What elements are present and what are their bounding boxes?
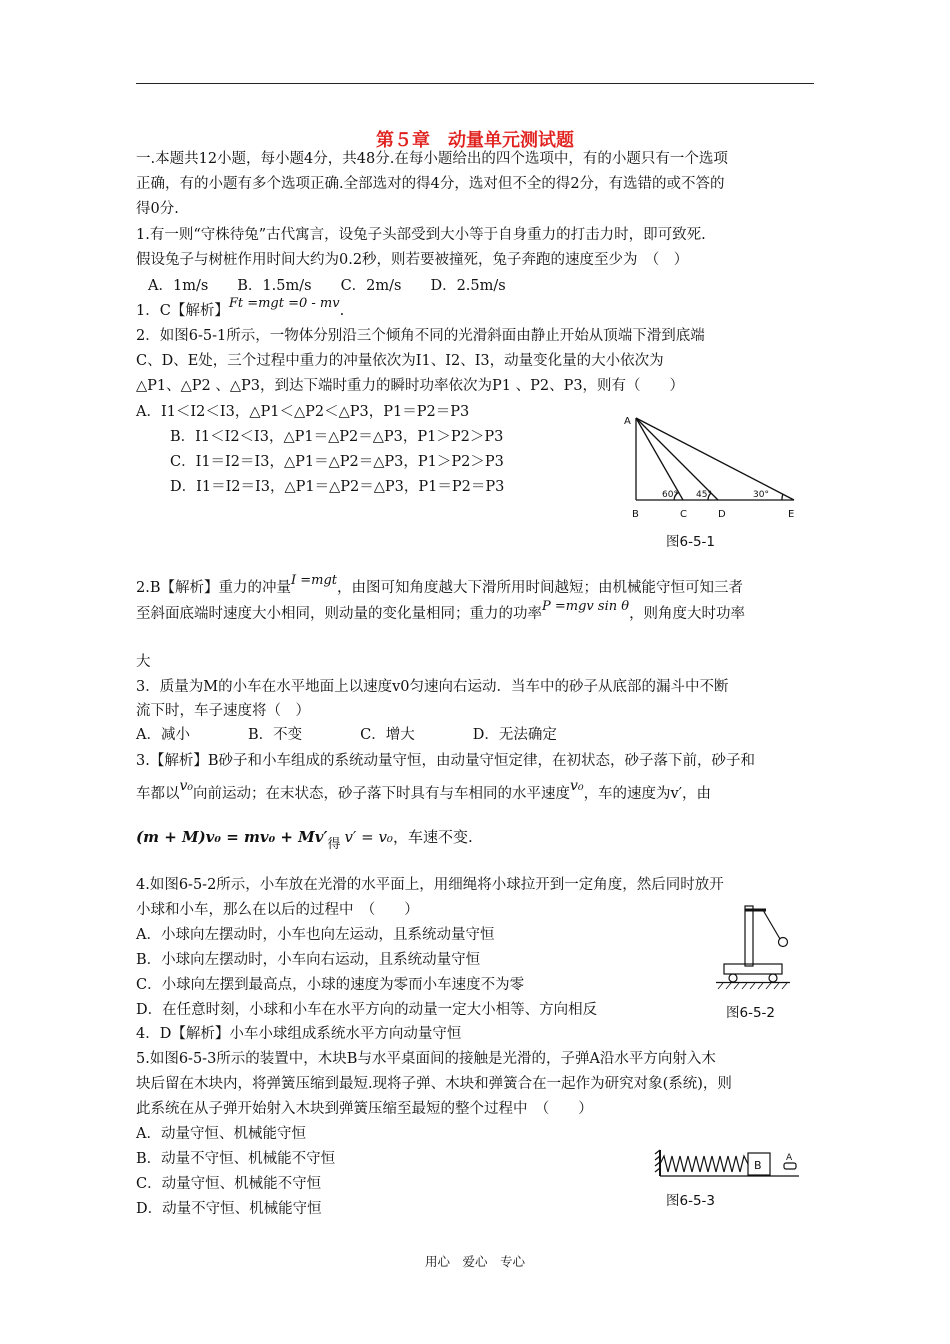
label-d: D	[718, 509, 726, 520]
header-rule	[136, 83, 814, 84]
pendulum-ball	[779, 938, 788, 947]
q2-answer-text: 2.B【解析】重力的冲量	[136, 580, 291, 596]
q2-option-c: C．I1＝I2＝I3，△P1＝△P2＝△P3，P1＞P2＞P3	[170, 454, 504, 470]
bullet-a	[784, 1163, 796, 1169]
q1-stem-line: 1.有一则“守株待兔”古代寓言，设兔子头部受到大小等于自身重力的打击力时，即可致死.	[136, 227, 706, 243]
q5-stem-line: 块后留在木块内，将弹簧压缩到最短.现将子弹、木块和弹簧合在一起作为研究对象(系统)，则	[136, 1076, 732, 1092]
q3-stem-line: 流下时，车子速度将（ ）	[136, 703, 310, 719]
q3-stem-line: 3．质量为M的小车在水平地面上以速度v0匀速向右运动．当车中的砂子从底部的漏斗中不断	[136, 679, 729, 695]
q4-option-c: C．小球向左摆到最高点，小球的速度为零而小车速度不为零	[136, 977, 525, 993]
q5-stem-line: 5.如图6-5-3所示的装置中，木块B与水平桌面间的接触是光滑的，子弹A沿水平方向射入木	[136, 1051, 716, 1067]
q2-stem-line: △P1、△P2 、△P3，到达下端时重力的瞬时功率依次为P1 、P2、P3，则有（ ）	[136, 378, 685, 394]
q3-de: 得	[327, 837, 341, 852]
q3-answer-end: ，车速不变.	[392, 828, 473, 846]
cart-wheel	[729, 974, 737, 982]
q2-option-a: A．I1＜I2＜I3，△P1＜△P2＜△P3，P1＝P2＝P3	[136, 404, 470, 420]
q4-stem-line: 小球和小车，那么在以后的过程中 （ ）	[136, 902, 419, 918]
q2-answer-text: 至斜面底端时速度大小相同，则动量的变化量相同；重力的功率	[136, 606, 542, 622]
q1-answer-prefix: 1．C【解析】	[136, 303, 229, 319]
q1-answer-suffix: .	[339, 303, 345, 319]
q2-formula-power: P =mgv sin θ	[542, 599, 630, 614]
spring-block-diagram	[654, 1146, 804, 1180]
q4-option-d: D．在任意时刻，小球和小车在水平方向的动量一定大小相等、方向相反	[136, 1002, 598, 1018]
figure-caption-6-5-1: 图6-5-1	[666, 534, 716, 550]
q2-stem-line: 2．如图6-5-1所示，一物体分别沿三个倾角不同的光滑斜面由静止开始从顶端下滑到底端	[136, 328, 705, 344]
incline-45	[636, 418, 718, 500]
q3-answer-text: ，车的速度为v′，由	[583, 786, 712, 802]
q5-option-d: D．动量不守恒、机械能守恒	[136, 1201, 322, 1217]
q3-v0: v₀	[179, 778, 194, 794]
pendulum-cart-diagram	[714, 904, 794, 990]
q5-option-b: B．动量不守恒、机械能不守恒	[136, 1151, 336, 1167]
page-footer: 用心 爱心 专心	[424, 1254, 525, 1269]
q4-answer: 4．D【解析】小车小球组成系统水平方向动量守恒	[136, 1026, 462, 1042]
q2-answer-text: ，由图可知角度越大下滑所用时间越短；由机械能守恒可知三者	[337, 580, 744, 596]
q1-answer-formula: Ft =mgt =0 - mv	[228, 296, 340, 311]
q3-answer-text: 车都以	[136, 786, 180, 802]
q1-options: A．1m/s B．1.5m/s C．2m/s D．2.5m/s	[148, 278, 506, 294]
angle-30: 30°	[753, 490, 769, 500]
q1-stem-line: 假设兔子与树桩作用时间大约为0.2秒，则若要被撞死，兔子奔跑的速度至少为 （ ）	[136, 252, 689, 268]
q5-option-a: A．动量守恒、机械能守恒	[136, 1126, 306, 1142]
cart-wheel	[769, 974, 777, 982]
angle-45: 45°	[696, 490, 712, 500]
q5-option-c: C．动量守恒、机械能不守恒	[136, 1176, 322, 1192]
label-a: A	[786, 1153, 793, 1163]
q3-options: A．减小 B．不变 C．增大 D．无法确定	[136, 727, 557, 743]
q2-answer-text: ，则角度大时功率	[629, 606, 746, 622]
q5-stem-line: 此系统在从子弹开始射入木块到弹簧压缩至最短的整个过程中 （ ）	[136, 1101, 593, 1117]
label-b: B	[754, 1159, 762, 1172]
section-instruction-line: 得0分.	[136, 201, 179, 217]
angle-arc-30	[782, 494, 783, 500]
q4-option-b: B．小球向左摆动时，小车向右运动，且系统动量守恒	[136, 952, 481, 968]
q2-answer-line	[136, 599, 746, 625]
q2-answer-line: 大	[136, 654, 151, 670]
figure-caption-6-5-3: 图6-5-3	[666, 1193, 716, 1209]
incline-diagram	[618, 408, 808, 520]
q4-option-a: A．小球向左摆动时，小车也向左运动，且系统动量守恒	[136, 927, 495, 943]
cart-post	[745, 906, 753, 966]
section-instruction-line: 正确，有的小题有多个选项正确.全部选对的得4分，选对但不全的得2分，有选错的或不答的	[136, 176, 725, 192]
q4-stem-line: 4.如图6-5-2所示，小车放在光滑的水平面上，用细绳将小球拉开到一定角度，然后同时放开	[136, 877, 724, 893]
q2-stem-line: C、D、E处，三个过程中重力的冲量依次为I1、I2、I3，动量变化量的大小依次为	[136, 353, 664, 369]
q2-option-d: D．I1＝I2＝I3，△P1＝△P2＝△P3，P1＝P2＝P3	[170, 479, 505, 495]
q2-formula-impulse: I =mgt	[291, 573, 338, 588]
section-instruction-line: 一.本题共12小题，每小题4分，共48分.在每小题给出的四个选项中，有的小题只有一个选项	[136, 151, 728, 167]
q2-answer-line	[136, 573, 744, 599]
angle-60: 60°	[662, 490, 678, 500]
q3-answer-text: 向前运动；在末状态，砂子落下时具有与车相同的水平速度	[193, 786, 571, 802]
q3-answer-line	[136, 778, 712, 804]
q3-v0: v₀	[570, 778, 584, 794]
label-e: E	[788, 509, 795, 520]
page-title: 第５章 动量单元测试题	[376, 130, 574, 151]
label-a: A	[624, 416, 631, 427]
spring	[660, 1156, 748, 1172]
label-b: B	[632, 509, 639, 520]
q3-result-equation: v′ = v₀	[344, 828, 393, 846]
q3-answer-line: 3.【解析】B砂子和小车组成的系统动量守恒，由动量守恒定律，在初状态，砂子落下前，砂子和	[136, 753, 755, 769]
q1-answer	[136, 296, 345, 322]
figure-caption-6-5-2: 图6-5-2	[726, 1005, 776, 1021]
label-c: C	[680, 509, 687, 520]
string	[763, 910, 780, 939]
q3-momentum-equation: (m + M)v₀ = mv₀ + Mv′	[136, 828, 328, 846]
q3-answer-line	[136, 827, 473, 852]
q2-option-b: B．I1＜I2＜I3，△P1＝△P2＝△P3，P1＞P2＞P3	[170, 429, 504, 445]
